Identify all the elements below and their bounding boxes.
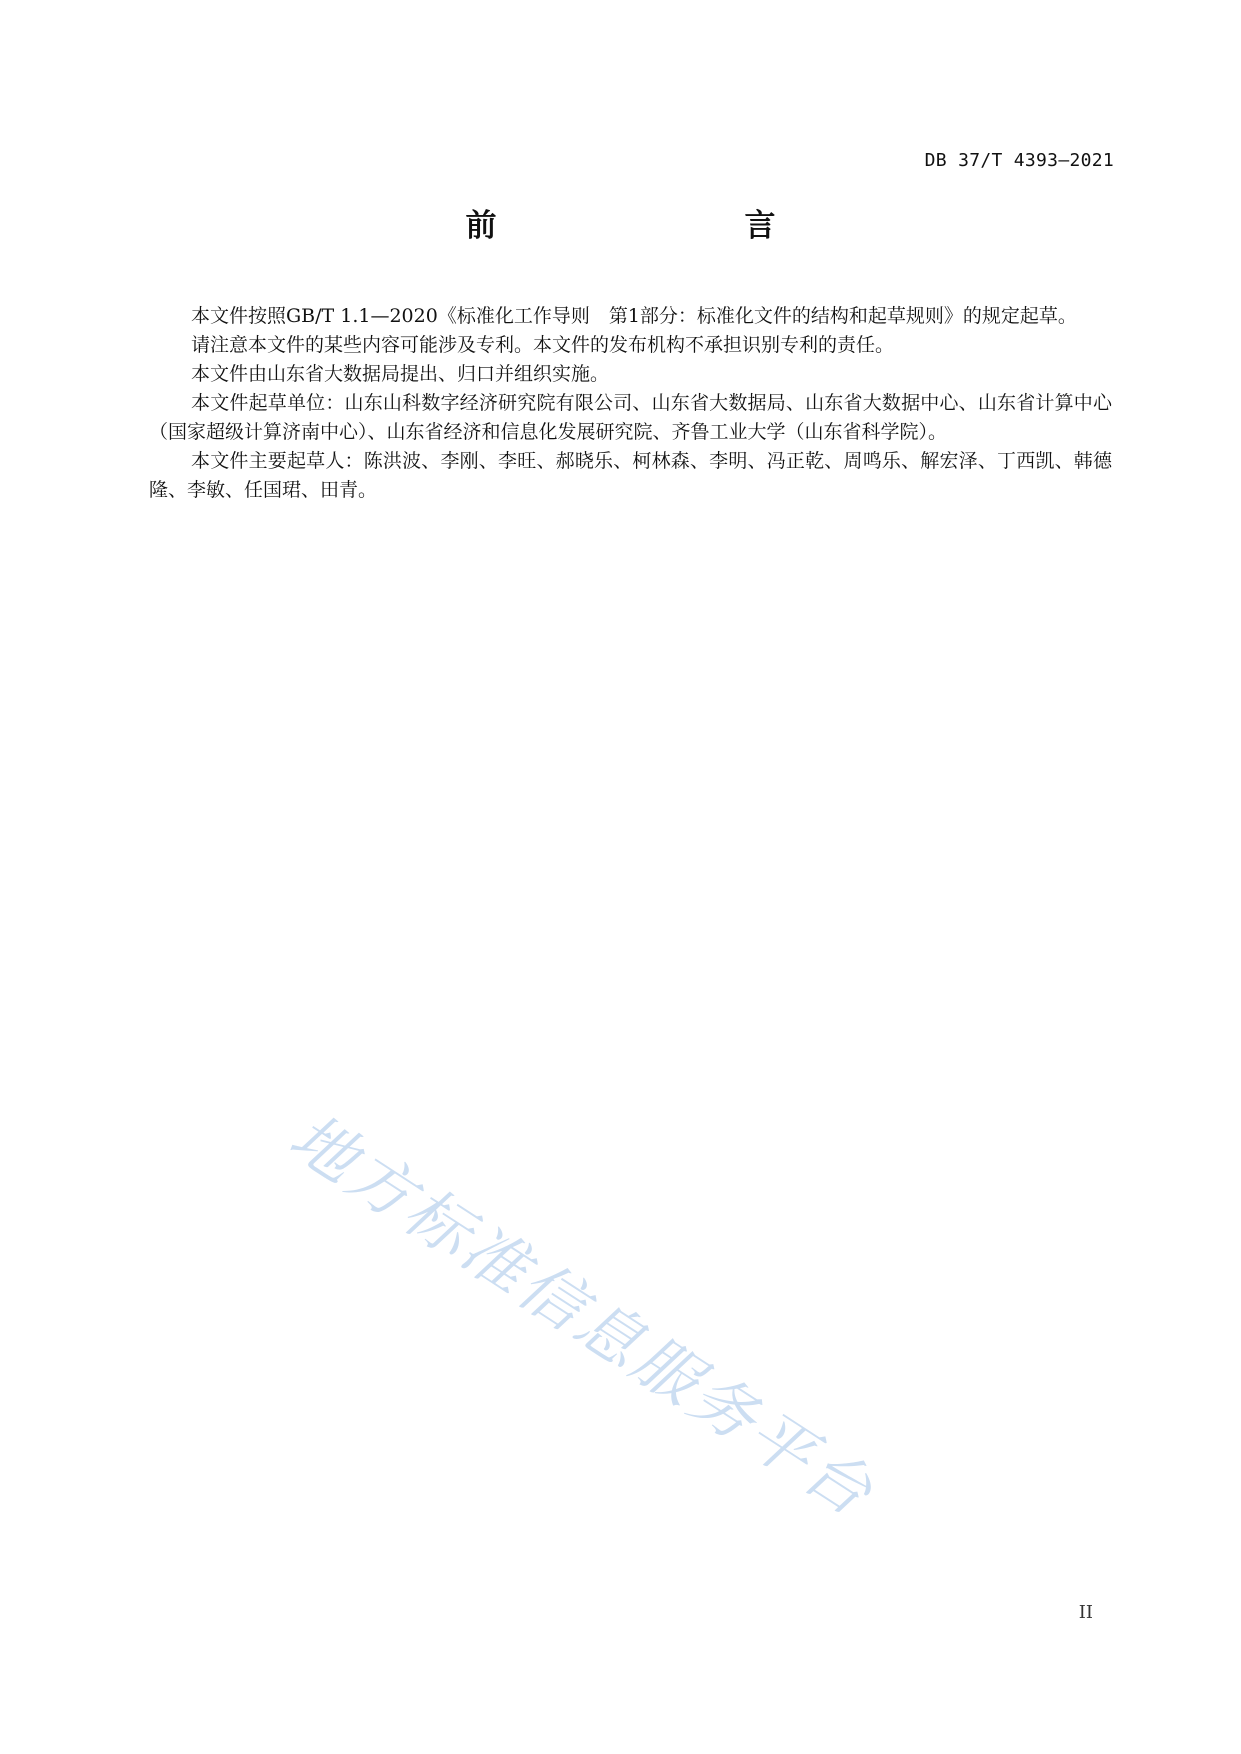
page-number: II <box>1078 1602 1093 1623</box>
paragraph-drafting-units: 本文件起草单位：山东山科数字经济研究院有限公司、山东省大数据局、山东省大数据中心、山东省计算中心（国家超级计算济南中心）、山东省经济和信息化发展研究院、齐鲁工业大学（山东省科学院）。 <box>149 392 1112 443</box>
watermark: 地方标准信息服务平台 <box>276 1100 888 1533</box>
page-title: 前 言 <box>465 208 838 244</box>
foreword-body <box>149 302 1112 505</box>
paragraph-patent-notice: 请注意本文件的某些内容可能涉及专利。本文件的发布机构不承担识别专利的责任。 <box>191 334 895 356</box>
paragraph-drafting-basis: 本文件按照GB/T 1.1—2020《标准化工作导则 第1部分：标准化文件的结构和起草规则》的规定起草。 <box>191 305 1077 327</box>
paragraph-drafters: 本文件主要起草人：陈洪波、李刚、李旺、郝晓乐、柯林森、李明、冯正乾、周鸣乐、解宏泽、丁西凯、韩德隆、李敏、任国珺、田青。 <box>149 450 1112 501</box>
standard-code: DB 37/T 4393—2021 <box>924 150 1114 171</box>
paragraph-proposer: 本文件由山东省大数据局提出、归口并组织实施。 <box>191 363 610 385</box>
